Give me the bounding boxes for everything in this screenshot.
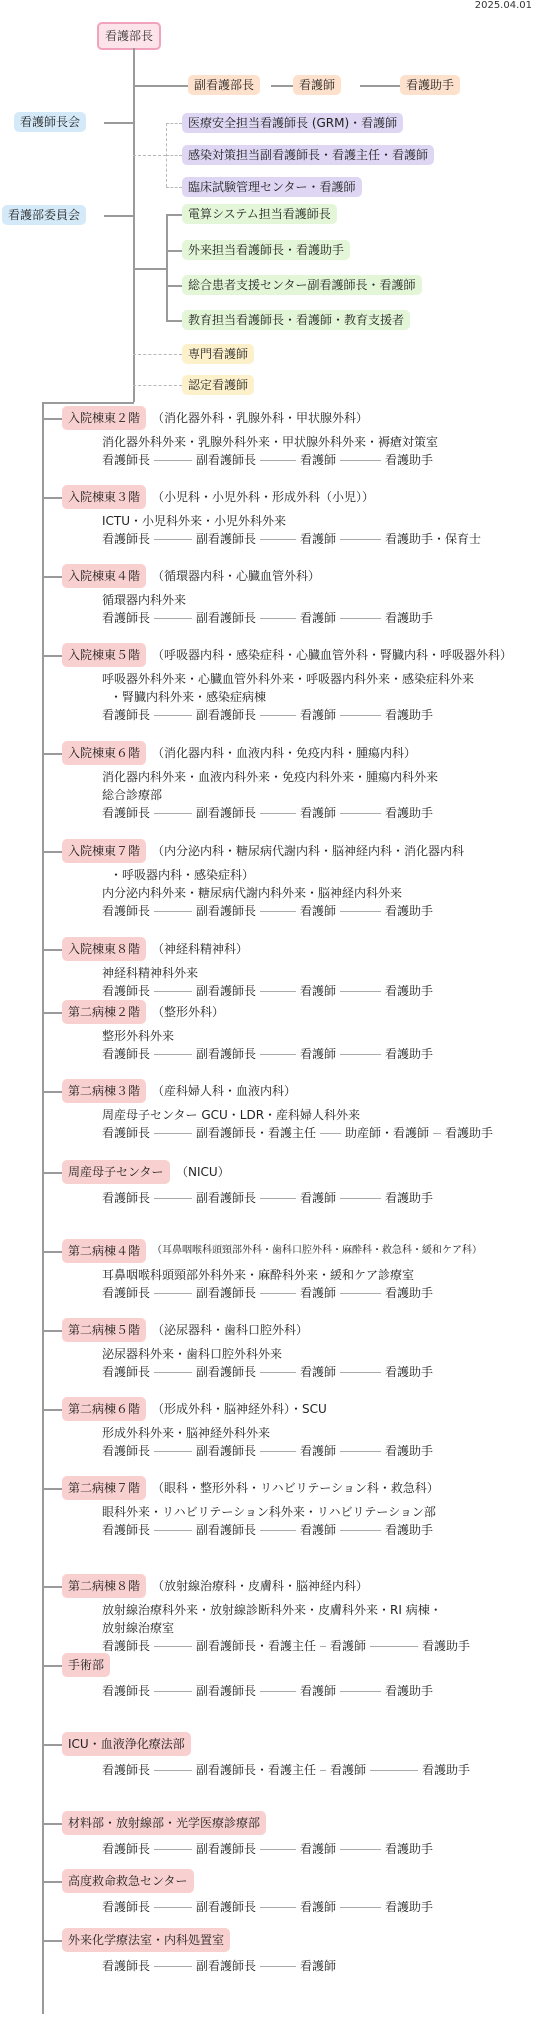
ward-description: 消化器外科外来・乳腺外科外来・甲状腺外科外来・褥瘡対策室 <box>102 435 439 449</box>
staff-connector <box>260 813 296 814</box>
staff-connector <box>340 1530 381 1531</box>
staff-role: 看護助手 <box>385 1286 434 1300</box>
ward-branch-line <box>42 1823 62 1825</box>
staff-connector <box>154 1198 192 1199</box>
ward-branch-line <box>42 1012 62 1014</box>
staff-role: 看護師長 <box>102 1126 151 1140</box>
staff-role: 看護師 <box>300 984 337 998</box>
staff-role: 副看護師長・看護主任 <box>196 1763 317 1777</box>
purple-item-1: 医療安全担当看護師長 (GRM)・看護師 <box>182 113 403 133</box>
staff-role: 看護師長 <box>102 453 151 467</box>
ward-name: 第二病棟４階 <box>62 1239 146 1263</box>
staff-connector <box>340 1451 381 1452</box>
ward-name: 入院棟東２階 <box>62 406 146 430</box>
green-item-3: 総合患者支援センター副看護師長・看護師 <box>182 275 422 295</box>
staff-role: 看護助手 <box>422 1639 471 1653</box>
staff-connector <box>154 460 192 461</box>
green-item-4: 教育担当看護師長・看護師・教育支援者 <box>182 310 410 330</box>
ward-branch-line <box>42 1744 62 1746</box>
staff-role: 看護師 <box>300 532 337 546</box>
deputy-link <box>133 85 188 87</box>
ward-specialty: （産科婦人科・血液内科） <box>152 1084 297 1098</box>
ward-branch-line <box>42 753 62 755</box>
staff-role: 看護師長 <box>102 611 151 625</box>
ward-name: 外来化学療法室・内科処置室 <box>62 1928 230 1952</box>
ward-branch-line <box>42 1091 62 1093</box>
ward-branch-line <box>42 1665 62 1667</box>
date-label: 2025.04.01 <box>474 0 532 11</box>
staff-connector <box>370 1646 418 1647</box>
ward-specialty: （神経科精神科） <box>152 942 249 956</box>
staff-role: 看護師 <box>330 1763 367 1777</box>
staff-role: 看護助手 <box>385 904 434 918</box>
staff-connector <box>260 715 296 716</box>
staff-role: 看護師長 <box>102 532 151 546</box>
staff-connector <box>154 813 192 814</box>
ward-name: 入院棟東７階 <box>62 839 146 863</box>
ward-specialty: （NICU） <box>176 1165 230 1179</box>
staff-connector <box>154 1372 192 1373</box>
staff-connector <box>260 1691 296 1692</box>
staff-role: 看護師 <box>300 806 337 820</box>
ward-branch-line <box>42 949 62 951</box>
ward-description: ICTU・小児科外来・小児外科外来 <box>102 514 287 528</box>
staff-connector <box>154 1451 192 1452</box>
ward-specialty: （放射線治療科・皮膚科・脳神経内科） <box>152 1579 369 1593</box>
staff-role: 看護助手 <box>445 1126 494 1140</box>
staff-role: 看護助手 <box>422 1763 471 1777</box>
certified-nurse-box: 認定看護師 <box>182 375 254 395</box>
staff-connector <box>260 539 296 540</box>
staff-connector <box>260 618 296 619</box>
council-box: 看護師長会 <box>14 112 86 132</box>
staff-role: 看護師長 <box>102 1900 151 1914</box>
staff-role: 看護師 <box>300 1842 337 1856</box>
ward-description: 内分泌内科外来・糖尿病代謝内科外来・脳神経内科外来 <box>102 886 403 900</box>
ward-specialty: （小児科・小児外科・形成外科（小児）） <box>152 490 375 504</box>
ward-name: 入院棟東３階 <box>62 485 146 509</box>
ward-name: 材料部・放射線部・光学医療診療部 <box>62 1811 266 1835</box>
staff-connector <box>154 1966 192 1967</box>
nurse-assistant-line <box>360 85 400 87</box>
staff-connector <box>154 1770 192 1771</box>
staff-role: 看護師長 <box>102 1639 151 1653</box>
staff-role: 副看護師長 <box>196 984 257 998</box>
ward-branch-line <box>42 576 62 578</box>
ward-name: 手術部 <box>62 1653 110 1677</box>
ward-specialty: （消化器外科・乳腺外科・甲状腺外科） <box>152 411 369 425</box>
ward-name: 第二病棟６階 <box>62 1397 146 1421</box>
staff-role: 副看護師長 <box>196 1523 257 1537</box>
ward-branch-line <box>42 1172 62 1174</box>
ward-name: 第二病棟５階 <box>62 1318 146 1342</box>
staff-role: 看護師長 <box>102 806 151 820</box>
ward-branch-line <box>42 1586 62 1588</box>
ward-specialty: （眼科・整形外科・リハビリテーション科・救急科） <box>152 1481 439 1495</box>
deputy-box: 副看護部長 <box>188 75 260 95</box>
staff-role: 副看護師長・看護主任 <box>196 1639 317 1653</box>
staff-role: 看護助手・保育士 <box>385 532 482 546</box>
staff-role: 看護師長 <box>102 1191 151 1205</box>
staff-role: 副看護師長 <box>196 904 257 918</box>
staff-connector <box>340 1372 381 1373</box>
ward-specialty: （循環器内科・心臓血管外科） <box>152 569 321 583</box>
staff-role: 副看護師長 <box>196 1365 257 1379</box>
staff-connector <box>340 1691 381 1692</box>
ward-name: 第二病棟２階 <box>62 1000 146 1024</box>
staff-role: 副看護師長 <box>196 1286 257 1300</box>
trunk-upper <box>133 48 135 388</box>
staff-connector <box>340 991 381 992</box>
ward-branch-line <box>42 655 62 657</box>
staff-role: 看護助手 <box>385 1684 434 1698</box>
staff-connector <box>260 1966 296 1967</box>
staff-role: 看護師 <box>300 1286 337 1300</box>
staff-role: 副看護師長 <box>196 1842 257 1856</box>
staff-connector <box>260 1530 296 1531</box>
ward-specialty: （内分泌内科・糖尿病代謝内科・脳神経内科・消化器内科 <box>152 844 465 858</box>
ward-description: 放射線治療室 <box>102 1621 175 1635</box>
staff-role: 看護師 <box>300 1365 337 1379</box>
staff-connector <box>320 1646 326 1647</box>
ward-description: 神経科精神科外来 <box>102 966 199 980</box>
ward-branch-line <box>42 497 62 499</box>
ward-branch-line <box>42 1330 62 1332</box>
ward-description: ・呼吸器内科・感染症科） <box>110 868 255 882</box>
staff-role: 看護師長 <box>102 1365 151 1379</box>
ward-specialty: （消化器内科・血液内科・免疫内科・腫瘍内科） <box>152 746 417 760</box>
ward-specialty: （泌尿器科・歯科口腔外科） <box>152 1323 309 1337</box>
green-item-1: 電算システム担当看護師長 <box>182 204 337 224</box>
staff-connector <box>154 1530 192 1531</box>
ward-description: 消化器内科外来・血液内科外来・免疫内科外来・腫瘍内科外来 <box>102 770 439 784</box>
staff-role: 助産師・看護師 <box>345 1126 430 1140</box>
staff-connector <box>154 1293 192 1294</box>
staff-connector <box>340 460 381 461</box>
staff-role: 看護助手 <box>385 806 434 820</box>
staff-connector <box>260 1293 296 1294</box>
staff-role: 看護師 <box>300 1900 337 1914</box>
ward-name: 第二病棟８階 <box>62 1574 146 1598</box>
staff-role: 副看護師長 <box>196 1684 257 1698</box>
staff-role: 看護助手 <box>385 984 434 998</box>
ward-description: 総合診療部 <box>102 788 163 802</box>
ward-name: 高度救命救急センター <box>62 1869 194 1893</box>
purple-item-2: 感染対策担当副看護師長・看護主任・看護師 <box>182 145 434 165</box>
staff-role: 看護師長 <box>102 1959 151 1973</box>
ward-name: 入院棟東４階 <box>62 564 146 588</box>
ward-name: 入院棟東５階 <box>62 643 146 667</box>
ward-description: 周産母子センター GCU・LDR・産科婦人科外来 <box>102 1108 361 1122</box>
staff-role: 看護助手 <box>385 1900 434 1914</box>
ward-name: 入院棟東８階 <box>62 937 146 961</box>
ward-branch-line <box>42 1409 62 1411</box>
staff-connector <box>340 1198 381 1199</box>
staff-role: 副看護師長 <box>196 1959 257 1973</box>
staff-connector <box>340 715 381 716</box>
deputy-nurse-line <box>271 85 293 87</box>
purple-item-3: 臨床試験管理センター・看護師 <box>182 177 362 197</box>
staff-role: 看護助手 <box>385 1191 434 1205</box>
staff-connector <box>340 1907 381 1908</box>
staff-role: 看護師 <box>300 1523 337 1537</box>
staff-role: 副看護師長 <box>196 708 257 722</box>
specialist-nurse-box: 専門看護師 <box>182 344 254 364</box>
staff-role: 看護師 <box>300 904 337 918</box>
ward-description: 循環器内科外来 <box>102 593 187 607</box>
staff-connector <box>340 618 381 619</box>
staff-connector <box>260 1372 296 1373</box>
staff-connector <box>260 1451 296 1452</box>
ward-branch-line <box>42 1251 62 1253</box>
staff-connector <box>260 1198 296 1199</box>
staff-role: 看護師 <box>300 1444 337 1458</box>
committee-box: 看護部委員会 <box>2 205 86 225</box>
staff-connector <box>260 991 296 992</box>
staff-connector <box>154 539 192 540</box>
staff-role: 看護助手 <box>385 453 434 467</box>
staff-role: 看護師長 <box>102 1286 151 1300</box>
staff-connector <box>260 460 296 461</box>
head-nurse-box: 看護部長 <box>97 22 161 50</box>
staff-role: 看護師長 <box>102 904 151 918</box>
ward-specialty: （呼吸器内科・感染症科・心臓血管外科・腎臓内科・呼吸器外科） <box>152 648 513 662</box>
staff-connector <box>433 1133 441 1134</box>
staff-role: 看護師長 <box>102 1444 151 1458</box>
staff-role: 副看護師長 <box>196 453 257 467</box>
staff-role: 看護師 <box>300 708 337 722</box>
ward-name: 第二病棟７階 <box>62 1476 146 1500</box>
ward-name: 周産母子センター <box>62 1160 170 1184</box>
staff-role: 看護師 <box>300 453 337 467</box>
staff-role: 副看護師長 <box>196 806 257 820</box>
ward-name: ICU・血液浄化療法部 <box>62 1732 191 1756</box>
ward-branch-line <box>42 1881 62 1883</box>
staff-role: 看護師長 <box>102 1523 151 1537</box>
staff-connector <box>340 1293 381 1294</box>
staff-connector <box>154 1691 192 1692</box>
staff-role: 副看護師長 <box>196 1047 257 1061</box>
staff-role: 看護師 <box>330 1639 367 1653</box>
staff-role: 看護師 <box>300 1191 337 1205</box>
staff-connector <box>260 1907 296 1908</box>
staff-connector <box>154 1054 192 1055</box>
staff-connector <box>154 911 192 912</box>
ward-description: 整形外科外来 <box>102 1029 175 1043</box>
staff-role: 看護師長 <box>102 1684 151 1698</box>
staff-connector <box>320 1770 326 1771</box>
staff-role: 看護助手 <box>385 1523 434 1537</box>
staff-connector <box>154 1133 192 1134</box>
staff-role: 看護助手 <box>385 1444 434 1458</box>
wards-trunk <box>42 402 44 2014</box>
staff-role: 副看護師長・看護主任 <box>196 1126 317 1140</box>
staff-connector <box>260 911 296 912</box>
staff-connector <box>154 1907 192 1908</box>
staff-connector <box>154 715 192 716</box>
staff-connector <box>260 1054 296 1055</box>
staff-connector <box>340 813 381 814</box>
staff-role: 看護師長 <box>102 1763 151 1777</box>
staff-connector <box>340 1054 381 1055</box>
council-link <box>104 122 133 124</box>
ward-name: 第二病棟３階 <box>62 1079 146 1103</box>
ward-description: 耳鼻咽喉科頭頸部外科外来・麻酔科外来・緩和ケア診療室 <box>102 1268 415 1282</box>
staff-role: 看護助手 <box>385 1047 434 1061</box>
staff-connector <box>154 1849 192 1850</box>
staff-connector <box>370 1770 418 1771</box>
ward-description: 眼科外来・リハビリテーション科外来・リハビリテーション部 <box>102 1505 436 1519</box>
staff-role: 看護師長 <box>102 1842 151 1856</box>
staff-role: 副看護師長 <box>196 532 257 546</box>
ward-branch-line <box>42 418 62 420</box>
staff-role: 看護師長 <box>102 984 151 998</box>
staff-role: 看護師 <box>300 1047 337 1061</box>
staff-role: 看護師 <box>300 611 337 625</box>
staff-connector <box>340 1849 381 1850</box>
staff-connector <box>340 911 381 912</box>
staff-role: 看護師長 <box>102 1047 151 1061</box>
nurse-box: 看護師 <box>293 75 341 95</box>
ward-description: 泌尿器科外来・歯科口腔外科外来 <box>102 1347 283 1361</box>
ward-specialty: （耳鼻咽喉科頭頸部外科・歯科口腔外科・麻酔科・救急科・緩和ケア科） <box>152 1245 482 1256</box>
staff-role: 副看護師長 <box>196 1900 257 1914</box>
ward-branch-line <box>42 1940 62 1942</box>
staff-connector <box>154 991 192 992</box>
ward-description: 放射線治療科外来・放射線診断科外来・皮膚科外来・RI 病棟・ <box>102 1603 442 1617</box>
ward-branch-line <box>42 851 62 853</box>
ward-description: ・腎臓内科外来・感染症病棟 <box>110 690 267 704</box>
staff-role: 看護師 <box>300 1684 337 1698</box>
staff-role: 看護師長 <box>102 708 151 722</box>
staff-role: 看護師 <box>300 1959 337 1973</box>
staff-role: 副看護師長 <box>196 1191 257 1205</box>
committee-link <box>104 215 133 217</box>
staff-connector <box>154 618 192 619</box>
staff-role: 副看護師長 <box>196 611 257 625</box>
ward-specialty: （形成外科・脳神経外科）・SCU <box>152 1402 327 1416</box>
ward-specialty: （整形外科） <box>152 1005 225 1019</box>
staff-connector <box>260 1849 296 1850</box>
green-item-2: 外来担当看護師長・看護助手 <box>182 240 350 260</box>
ward-description: 形成外科外来・脳神経外科外来 <box>102 1426 271 1440</box>
staff-role: 看護助手 <box>385 611 434 625</box>
staff-connector <box>340 539 381 540</box>
ward-name: 入院棟東６階 <box>62 741 146 765</box>
staff-connector <box>320 1133 341 1134</box>
staff-connector <box>154 1646 192 1647</box>
staff-role: 看護助手 <box>385 1365 434 1379</box>
staff-role: 看護助手 <box>385 1842 434 1856</box>
ward-branch-line <box>42 1488 62 1490</box>
assistant-box: 看護助手 <box>400 75 460 95</box>
staff-role: 副看護師長 <box>196 1444 257 1458</box>
ward-description: 呼吸器外科外来・心臓血管外科外来・呼吸器内科外来・感染症科外来 <box>102 672 475 686</box>
staff-role: 看護助手 <box>385 708 434 722</box>
